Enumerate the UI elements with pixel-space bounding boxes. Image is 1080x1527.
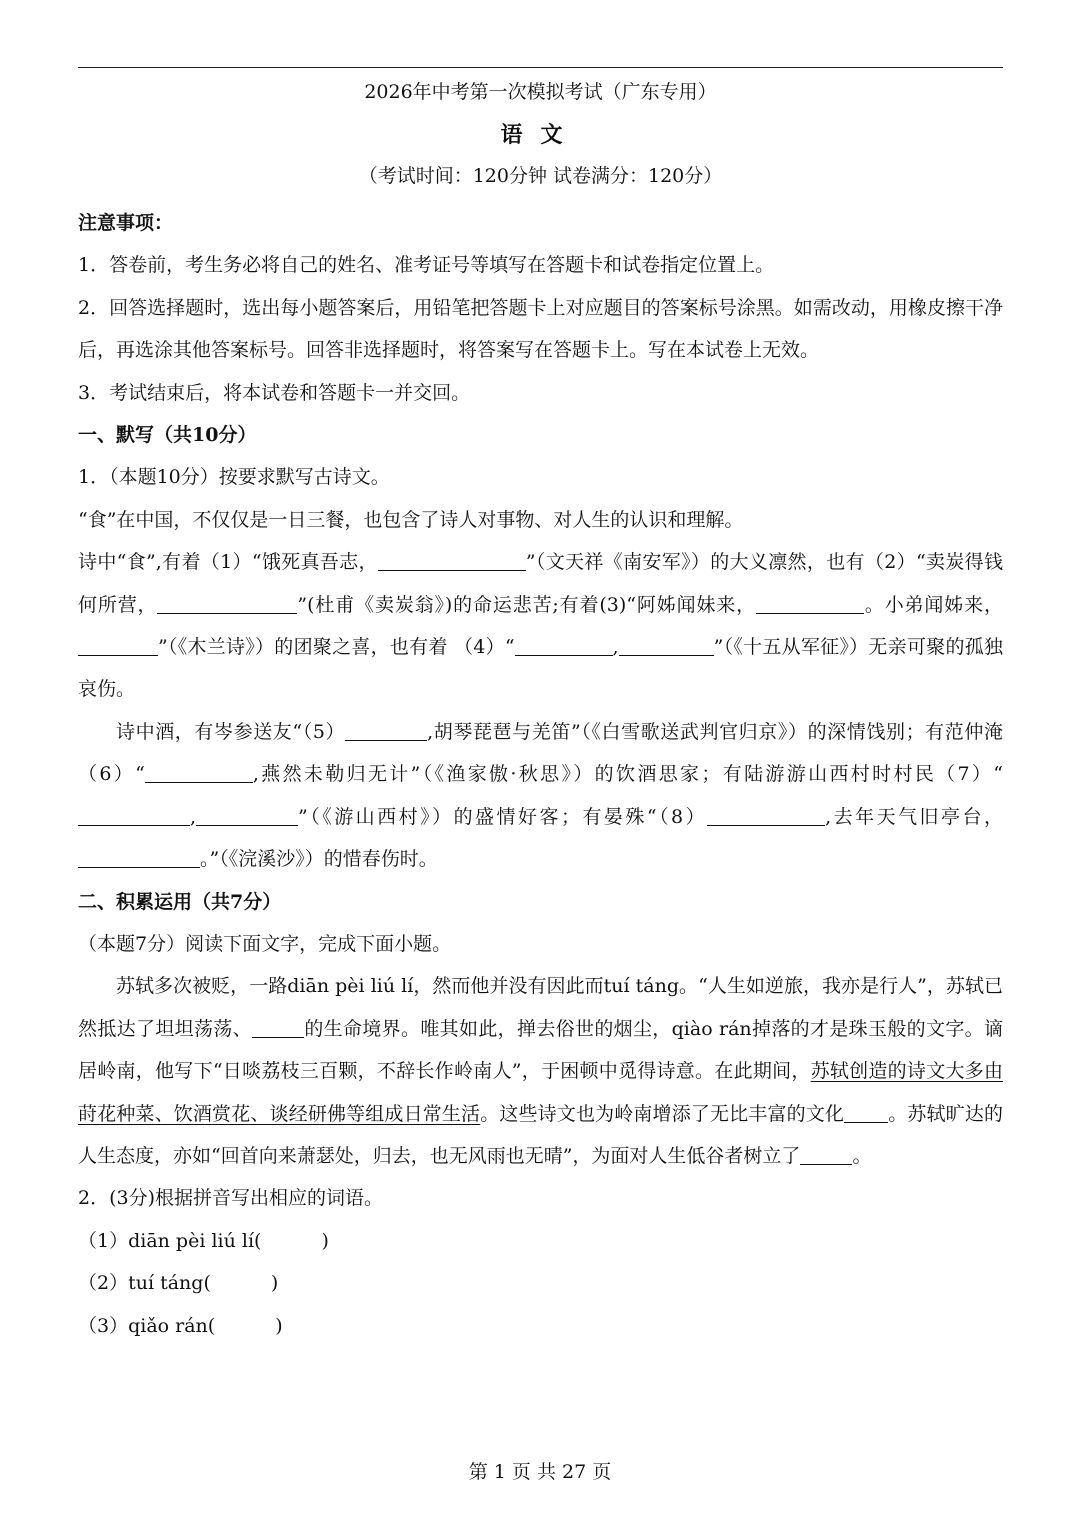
text: ”（《游山西村》）的盛情好客；有晏殊“（8） bbox=[298, 805, 708, 828]
answer-blank-3a[interactable] bbox=[756, 593, 864, 614]
notice-item-2: 2．回答选择题时，选出每小题答案后，用铅笔把答题卡上对应题目的答案标号涂黑。如需改动，用橡皮擦干净后，再选涂其他答案标号。回答非选择题时，将答案写在答题卡上。写在本试卷上无效。 bbox=[78, 296, 1003, 362]
answer-blank-4b[interactable] bbox=[619, 635, 714, 656]
text: （3）qiǎo rán( bbox=[78, 1314, 216, 1337]
exam-title: 2026年中考第一次模拟考试（广东专用） bbox=[364, 81, 717, 103]
text: 诗中酒，有岑参送友“（5） bbox=[116, 720, 346, 743]
passage-blank-2[interactable] bbox=[844, 1102, 888, 1123]
text: ”（《木兰诗》）的团聚之喜，也有着 （4）“ bbox=[158, 636, 515, 659]
text: 。”（《浣溪沙》）的惜春伤时。 bbox=[200, 848, 438, 871]
q1-paragraph-food bbox=[78, 541, 1003, 711]
text: ,胡琴琵琶与羌笛”（《白雪歌送武判官归京》）的深情饯别；有范仲淹（6）“ bbox=[78, 720, 1003, 786]
text: 诗中“食”,有着（1）“饿死真吾志， bbox=[78, 551, 378, 574]
answer-blank-6[interactable] bbox=[145, 762, 253, 783]
answer-blank-8a[interactable] bbox=[707, 805, 825, 826]
subject-title: 语文 bbox=[500, 122, 581, 148]
notice-item-3: 3．考试结束后，将本试卷和答题卡一并交回。 bbox=[78, 381, 471, 404]
exam-info: （考试时间：120分钟 试卷满分：120分） bbox=[358, 165, 723, 187]
notice-heading: 注意事项： bbox=[78, 212, 174, 234]
answer-blank-7a[interactable] bbox=[78, 805, 190, 826]
text: 苏轼多次被贬，一路diān pèi liú lí，然而他并没有因此而tuí táng。“人生如逆旅，我亦是行人”，苏轼已然抵达了坦坦荡荡、 bbox=[78, 975, 1003, 1040]
text: 。苏轼旷达的人生态度，亦如“回首向来萧瑟处，归去，也无风雨也无晴”，为面对人生低谷者树立了 bbox=[78, 1102, 1003, 1167]
section2-intro: （本题7分）阅读下面文字，完成下面小题。 bbox=[78, 932, 452, 955]
answer-blank-8b[interactable] bbox=[78, 847, 200, 868]
exam-body bbox=[78, 202, 1003, 1347]
text: ”（《十五从军征》）无亲可聚的孤独哀伤。 bbox=[78, 636, 1003, 701]
text: ) bbox=[321, 1229, 329, 1252]
text: , bbox=[612, 636, 619, 659]
text: ,燕然未勒归无计”（《渔家傲·秋思》）的饮酒思家；有陆游游山西村时村民（7）“ bbox=[252, 763, 1003, 786]
page-footer: 第 1 页 共 27 页 bbox=[468, 1461, 612, 1483]
text: 。这些诗文也为岭南增添了无比丰富的文化 bbox=[480, 1102, 845, 1125]
q1-intro: 1．（本题10分）按要求默写古诗文。 bbox=[78, 466, 390, 489]
q2-prompt: 2．(3分)根据拼音写出相应的词语。 bbox=[78, 1187, 384, 1210]
header-rule bbox=[78, 67, 1003, 68]
section1-heading: 一、默写（共10分） bbox=[78, 424, 257, 447]
text: , bbox=[190, 805, 197, 828]
q2-item-1 bbox=[78, 1220, 1003, 1262]
text: ) bbox=[275, 1314, 283, 1337]
passage-blank-1[interactable] bbox=[252, 1017, 304, 1038]
answer-blank-2[interactable] bbox=[157, 593, 297, 614]
q2-item-2 bbox=[78, 1262, 1003, 1304]
answer-blank-3b[interactable] bbox=[78, 635, 158, 656]
text: （1）diān pèi liú lí( bbox=[78, 1229, 262, 1252]
text: （2）tuí táng( bbox=[78, 1272, 211, 1295]
text: 的生命境界。唯其如此，掸去俗世的烟尘，qiào rán掉落的才是珠玉般的文字。谪居岭南，他写下“日啖荔枝三百颗，不辞长作岭南人”，于困顿中觅得诗意。在此期间， bbox=[78, 1017, 1003, 1083]
text: ) bbox=[270, 1272, 279, 1295]
q1-lead: “食”在中国，不仅仅是一日三餐，也包含了诗人对事物、对人生的认识和理解。 bbox=[78, 508, 744, 531]
q2-item-3 bbox=[78, 1305, 1003, 1347]
text: ”(杜甫《卖炭翁》)的命运悲苦;有着(3)“阿姊闻妹来， bbox=[297, 593, 756, 616]
section2-heading: 二、积累运用（共7分） bbox=[78, 890, 282, 913]
notice-item-1: 1．答卷前，考生务必将自己的姓名、准考证号等填写在答题卡和试卷指定位置上。 bbox=[78, 254, 775, 277]
reading-passage bbox=[78, 965, 1003, 1177]
answer-blank-7b[interactable] bbox=[196, 805, 298, 826]
text: 。小弟闻姊来， bbox=[864, 593, 1003, 616]
underlined-sentence: 苏轼创造的诗文大多由莳花种菜、饮酒赏花、谈经研佛等组成日常生活 bbox=[78, 1060, 1003, 1125]
q1-paragraph-wine bbox=[78, 711, 1003, 881]
passage-blank-3[interactable] bbox=[800, 1144, 852, 1165]
text: 。 bbox=[852, 1144, 872, 1167]
answer-blank-1[interactable] bbox=[378, 550, 526, 571]
answer-blank-4a[interactable] bbox=[515, 635, 613, 656]
answer-blank-5[interactable] bbox=[345, 720, 427, 741]
text: ,去年天气旧亭台， bbox=[825, 805, 1003, 828]
text: ”（文天祥《南安军》）的大义凛然，也有（2）“卖炭得钱何所营， bbox=[78, 551, 1003, 616]
